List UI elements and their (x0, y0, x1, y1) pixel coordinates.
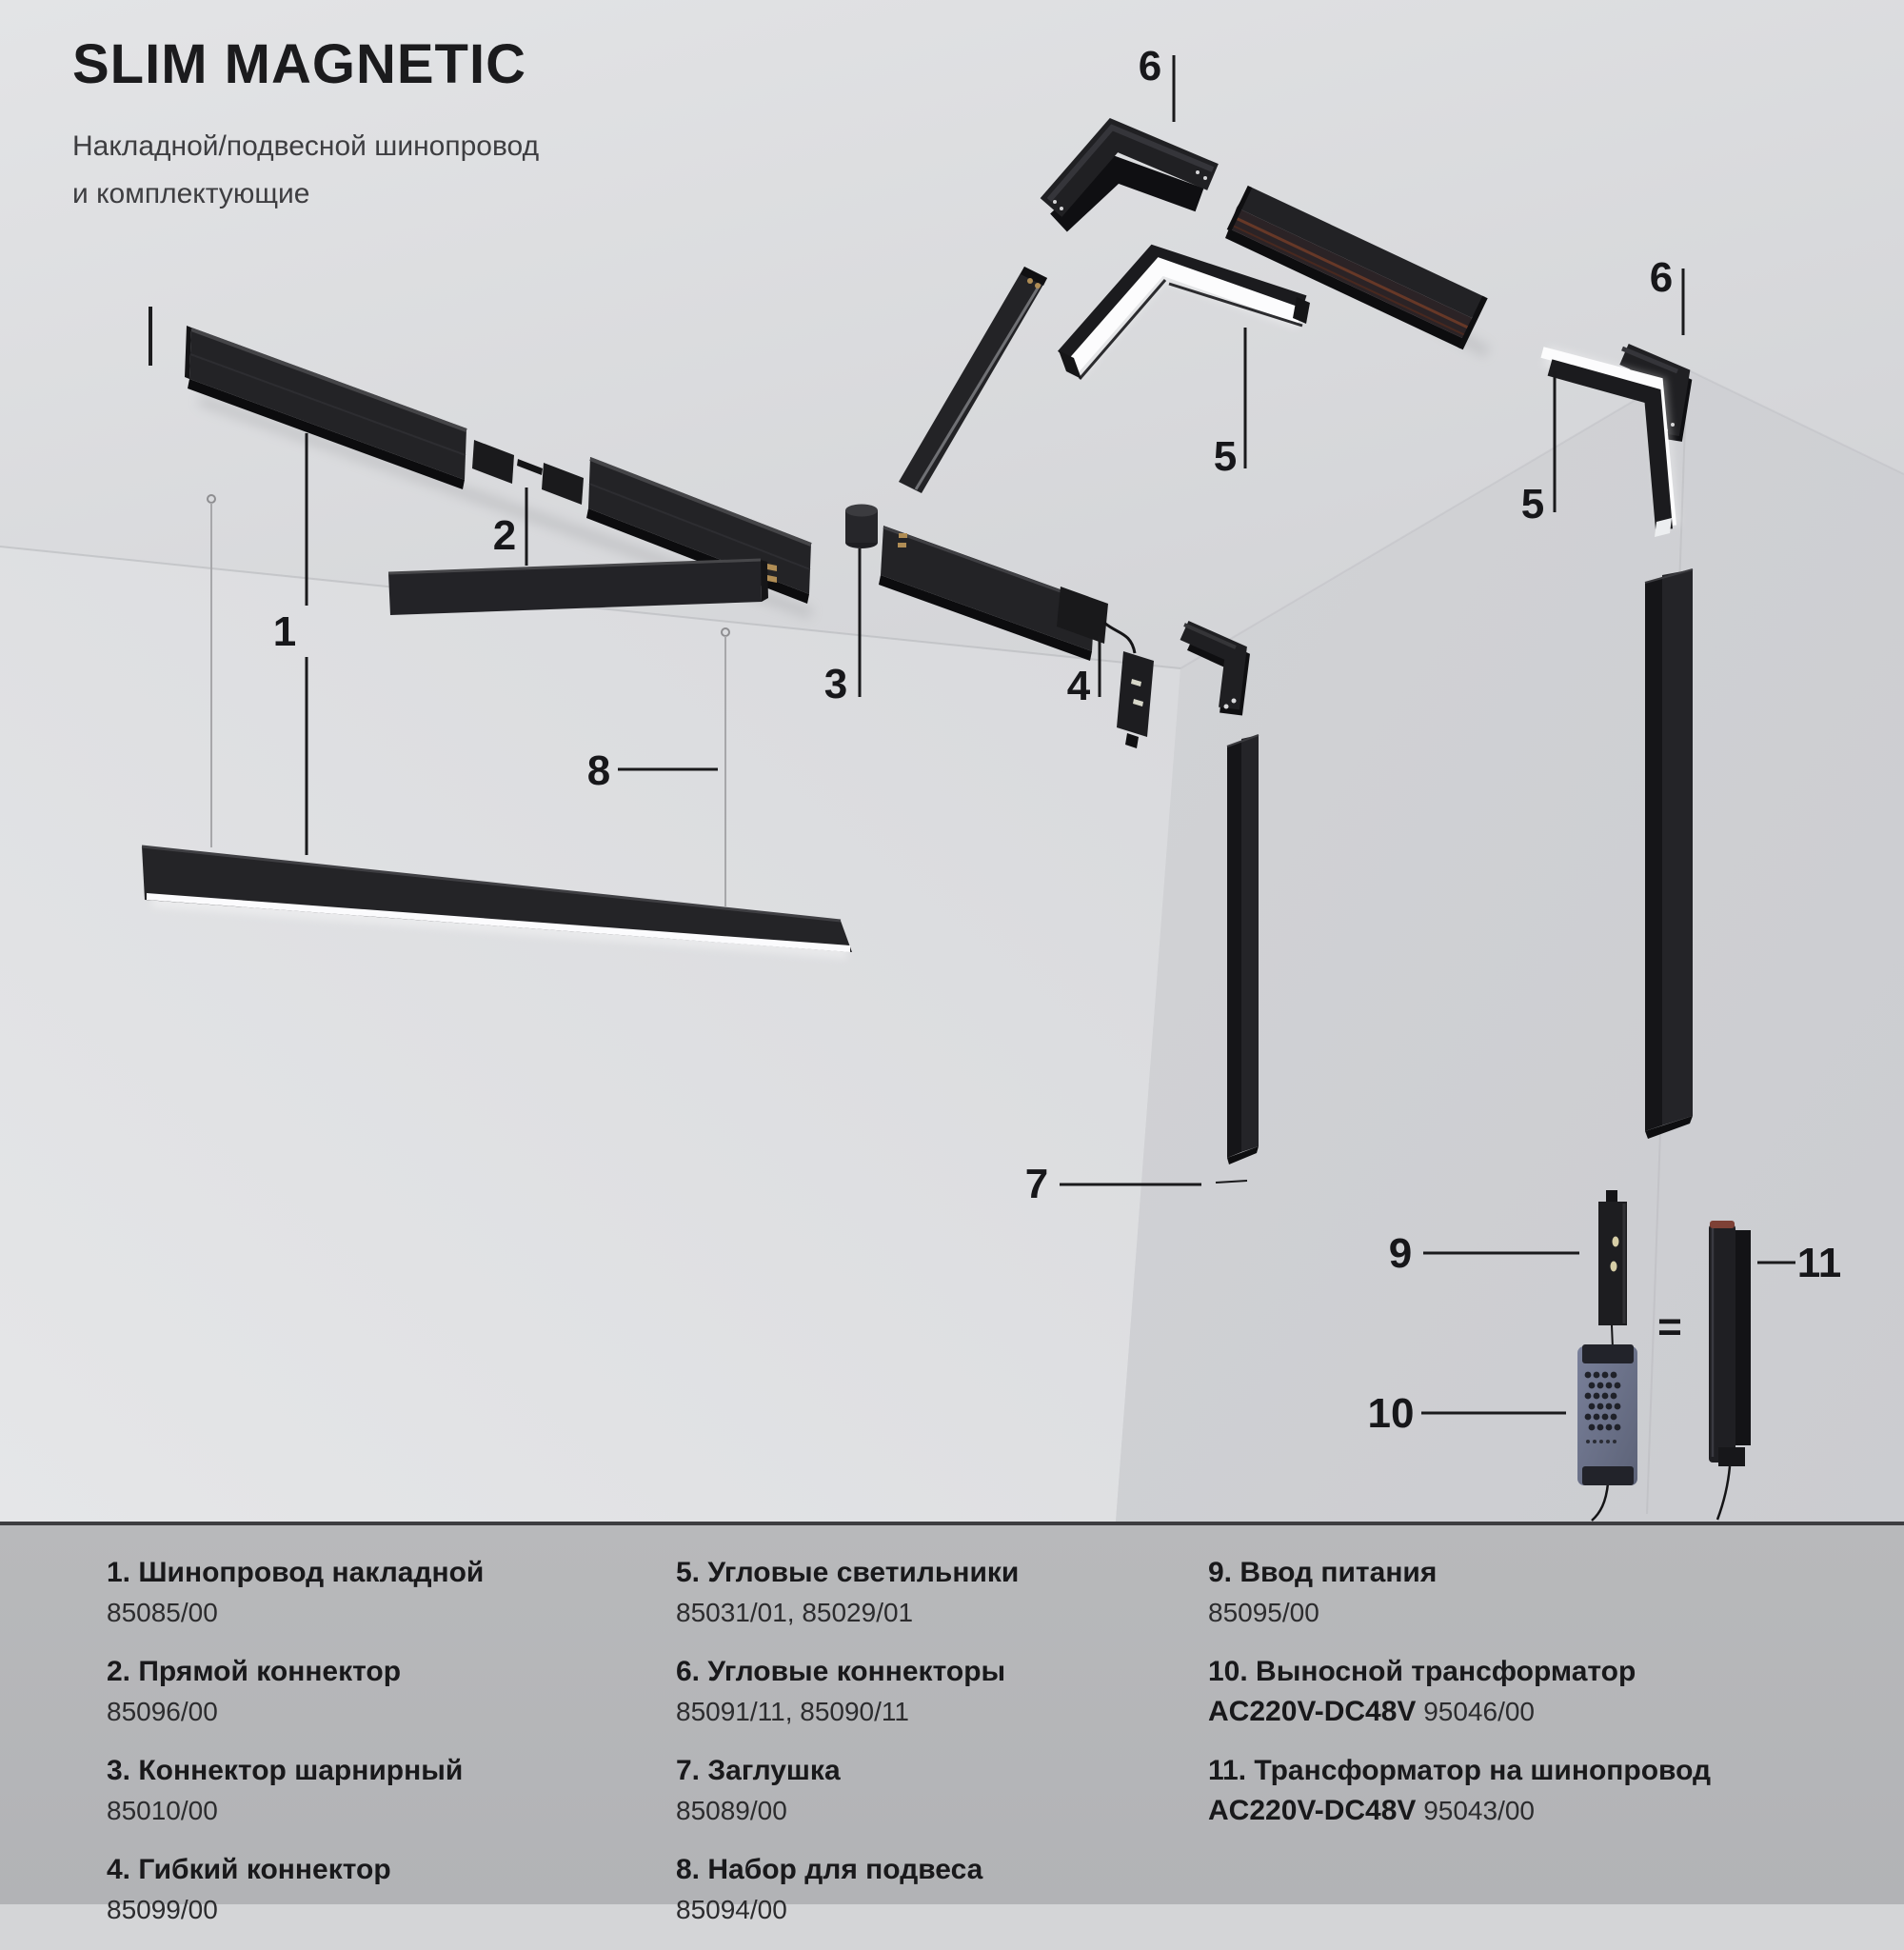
legend-item-10-spec (1208, 1695, 1874, 1729)
page-subtitle (72, 123, 539, 218)
legend-item-3-code: 85010/00 (107, 1796, 218, 1825)
legend-item-11-title: 11. Трансформатор на шинопровод (1208, 1755, 1712, 1786)
callout-3-label: 3 (823, 661, 848, 707)
legend-item-6-code: 85091/11, 85090/11 (676, 1697, 909, 1726)
legend-item-2 (107, 1653, 640, 1729)
legend-item-4-title: 4. Гибкий коннектор (107, 1854, 391, 1885)
callout-6-label: 6 (1138, 43, 1162, 90)
legend-item-7-title: 7. Заглушка (676, 1755, 841, 1786)
legend-item-9-code: 85095/00 (1208, 1598, 1319, 1627)
legend-item-5 (676, 1554, 1180, 1630)
equals-sign: = (1657, 1303, 1682, 1350)
legend-item-11-spec (1208, 1794, 1874, 1828)
legend-item-10-voltage: AC220V-DC48V (1208, 1696, 1417, 1727)
legend-item-6 (676, 1653, 1180, 1729)
callout-2-label: 2 (492, 512, 517, 559)
power-feed (1598, 1190, 1627, 1348)
legend-item-11 (1208, 1752, 1874, 1828)
legend-item-9-title: 9. Ввод питания (1208, 1557, 1438, 1588)
legend-column-3 (1208, 1525, 1874, 1851)
legend-item-1-title: 1. Шинопровод накладной (107, 1557, 485, 1588)
callout-6b-label: 6 (1649, 254, 1674, 301)
legend-item-9 (1208, 1554, 1874, 1630)
legend-item-8-title: 8. Набор для подвеса (676, 1854, 983, 1885)
legend-item-5-title: 5. Угловые светильники (676, 1557, 1020, 1588)
legend-column-1 (107, 1525, 640, 1950)
legend-item-10 (1208, 1653, 1874, 1729)
header (72, 32, 539, 218)
legend-item-7-code: 85089/00 (676, 1796, 787, 1825)
callout-10-label: 10 (1367, 1390, 1415, 1437)
legend-item-10-code: 95046/00 (1423, 1697, 1536, 1726)
wall-track-right (1645, 569, 1693, 1139)
callout-8-label: 8 (586, 747, 611, 794)
left-tick-mark (149, 307, 152, 366)
hinge-connector (845, 505, 878, 549)
legend-item-3-title: 3. Коннектор шарнирный (107, 1755, 464, 1786)
legend-item-11-voltage: AC220V-DC48V (1208, 1795, 1417, 1826)
legend-item-6-title: 6. Угловые коннекторы (676, 1656, 1006, 1687)
subtitle-line-2: и комплектующие (72, 178, 310, 209)
wall-track-center (1227, 735, 1259, 1164)
legend-item-1 (107, 1554, 640, 1630)
legend-item-7 (676, 1752, 1180, 1828)
legend-item-4-code: 85099/00 (107, 1895, 218, 1924)
legend-item-2-title: 2. Прямой коннектор (107, 1656, 402, 1687)
callout-1-label: 1 (272, 608, 297, 655)
subtitle-line-1: Накладной/подвесной шинопровод (72, 130, 540, 162)
legend-item-3 (107, 1752, 640, 1828)
left-wall-plane (0, 547, 1180, 1522)
legend-item-11-code: 95043/00 (1423, 1796, 1536, 1825)
legend-item-1-code: 85085/00 (107, 1598, 218, 1627)
callout-7-label: 7 (1024, 1161, 1049, 1207)
legend-column-2 (676, 1525, 1180, 1950)
legend-item-10-title: 10. Выносной трансформатор (1208, 1656, 1636, 1687)
legend-item-2-code: 85096/00 (107, 1697, 218, 1726)
legend-item-4 (107, 1851, 640, 1927)
legend-item-8-code: 85094/00 (676, 1895, 787, 1924)
legend-item-5-code: 85031/01, 85029/01 (676, 1598, 914, 1627)
callout-5-label: 5 (1213, 433, 1238, 480)
callout-5b-label: 5 (1520, 481, 1545, 527)
callout-11-label: 11 (1796, 1240, 1842, 1286)
legend-band (0, 1522, 1904, 1924)
callout-4-label: 4 (1066, 663, 1091, 709)
callout-9-label: 9 (1388, 1230, 1413, 1277)
page-title: SLIM MAGNETIC (72, 33, 526, 95)
legend-item-8 (676, 1851, 1180, 1927)
